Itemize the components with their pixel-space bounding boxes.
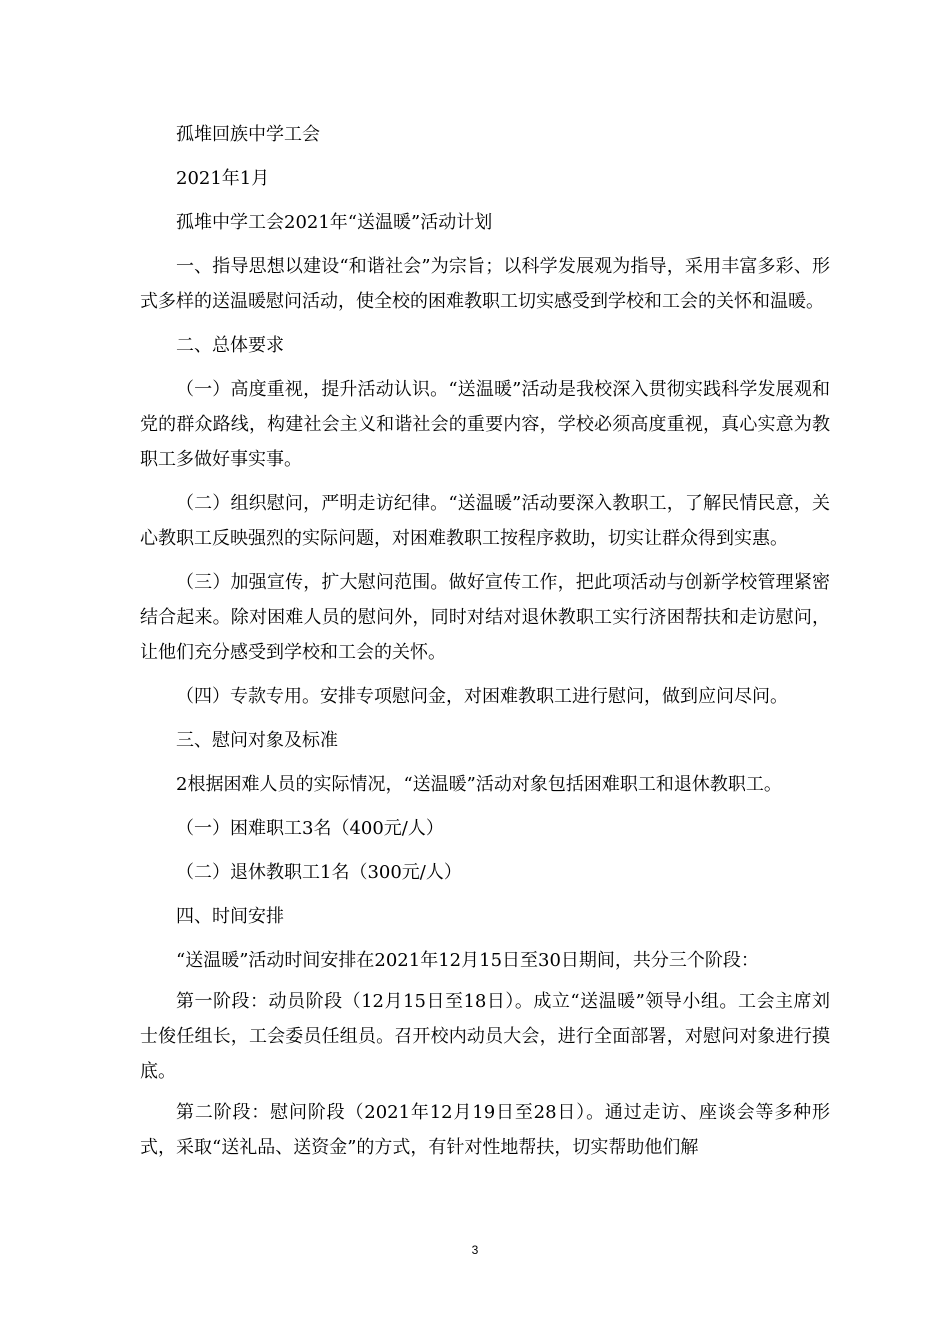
schedule-overview: “送温暖”活动时间安排在2021年12月15日至30日期间，共分三个阶段： — [176, 950, 759, 971]
org-name-line: 孤堆回族中学工会 — [176, 124, 320, 145]
schedule-phase-2: 第二阶段：慰问阶段（2021年12月19日至28日）。通过走访、座谈会等多种形式，采取“送礼品、送资金”的方式，有针对性地帮扶，切实帮助他们解 — [140, 1102, 830, 1158]
requirement-1: （一）高度重视，提升活动认识。“送温暖”活动是我校深入贯彻实践科学发展观和党的群众路线，构建社会主义和谐社会的重要内容，学校必须高度重视，真心实意为教职工多做好事实事。 — [140, 379, 830, 470]
section-guiding-ideology: 一、指导思想以建设“和谐社会”为宗旨；以科学发展观为指导，采用丰富多彩、形式多样的送温暖慰问活动，使全校的困难教职工切实感受到学校和工会的关怀和温暖。 — [140, 256, 830, 312]
requirement-2: （二）组织慰问，严明走访纪律。“送温暖”活动要深入教职工，了解民情民意，关心教职工反映强烈的实际问题，对困难教职工按程序救助，切实让群众得到实惠。 — [140, 493, 830, 549]
requirement-3: （三）加强宣传，扩大慰问范围。做好宣传工作，把此项活动与创新学校管理紧密结合起来。除对困难人员的慰问外，同时对结对退休教职工实行济困帮扶和走访慰问，让他们充分感受到学校和工会的关怀。 — [140, 572, 830, 663]
target-item-1: （一）困难职工3名（400元/人） — [176, 818, 444, 839]
targets-description: 2根据困难人员的实际情况，“送温暖”活动对象包括困难职工和退休教职工。 — [176, 774, 782, 795]
target-item-2: （二）退休教职工1名（300元/人） — [176, 862, 462, 883]
requirement-4: （四）专款专用。安排专项慰问金，对困难教职工进行慰问，做到应问尽问。 — [176, 686, 788, 707]
document-body — [140, 117, 830, 1165]
schedule-phase-1: 第一阶段：动员阶段（12月15日至18日）。成立“送温暖”领导小组。工会主席刘士俊任组长，工会委员任组员。召开校内动员大会，进行全面部署，对慰问对象进行摸底。 — [140, 991, 830, 1082]
section-heading-targets-standards: 三、慰问对象及标准 — [176, 730, 338, 751]
plan-title: 孤堆中学工会2021年“送温暖”活动计划 — [176, 212, 493, 233]
section-heading-general-requirements: 二、总体要求 — [176, 335, 284, 356]
section-heading-schedule: 四、时间安排 — [176, 906, 284, 927]
date-line: 2021年1月 — [176, 168, 270, 189]
page-number: 3 — [471, 1243, 479, 1257]
